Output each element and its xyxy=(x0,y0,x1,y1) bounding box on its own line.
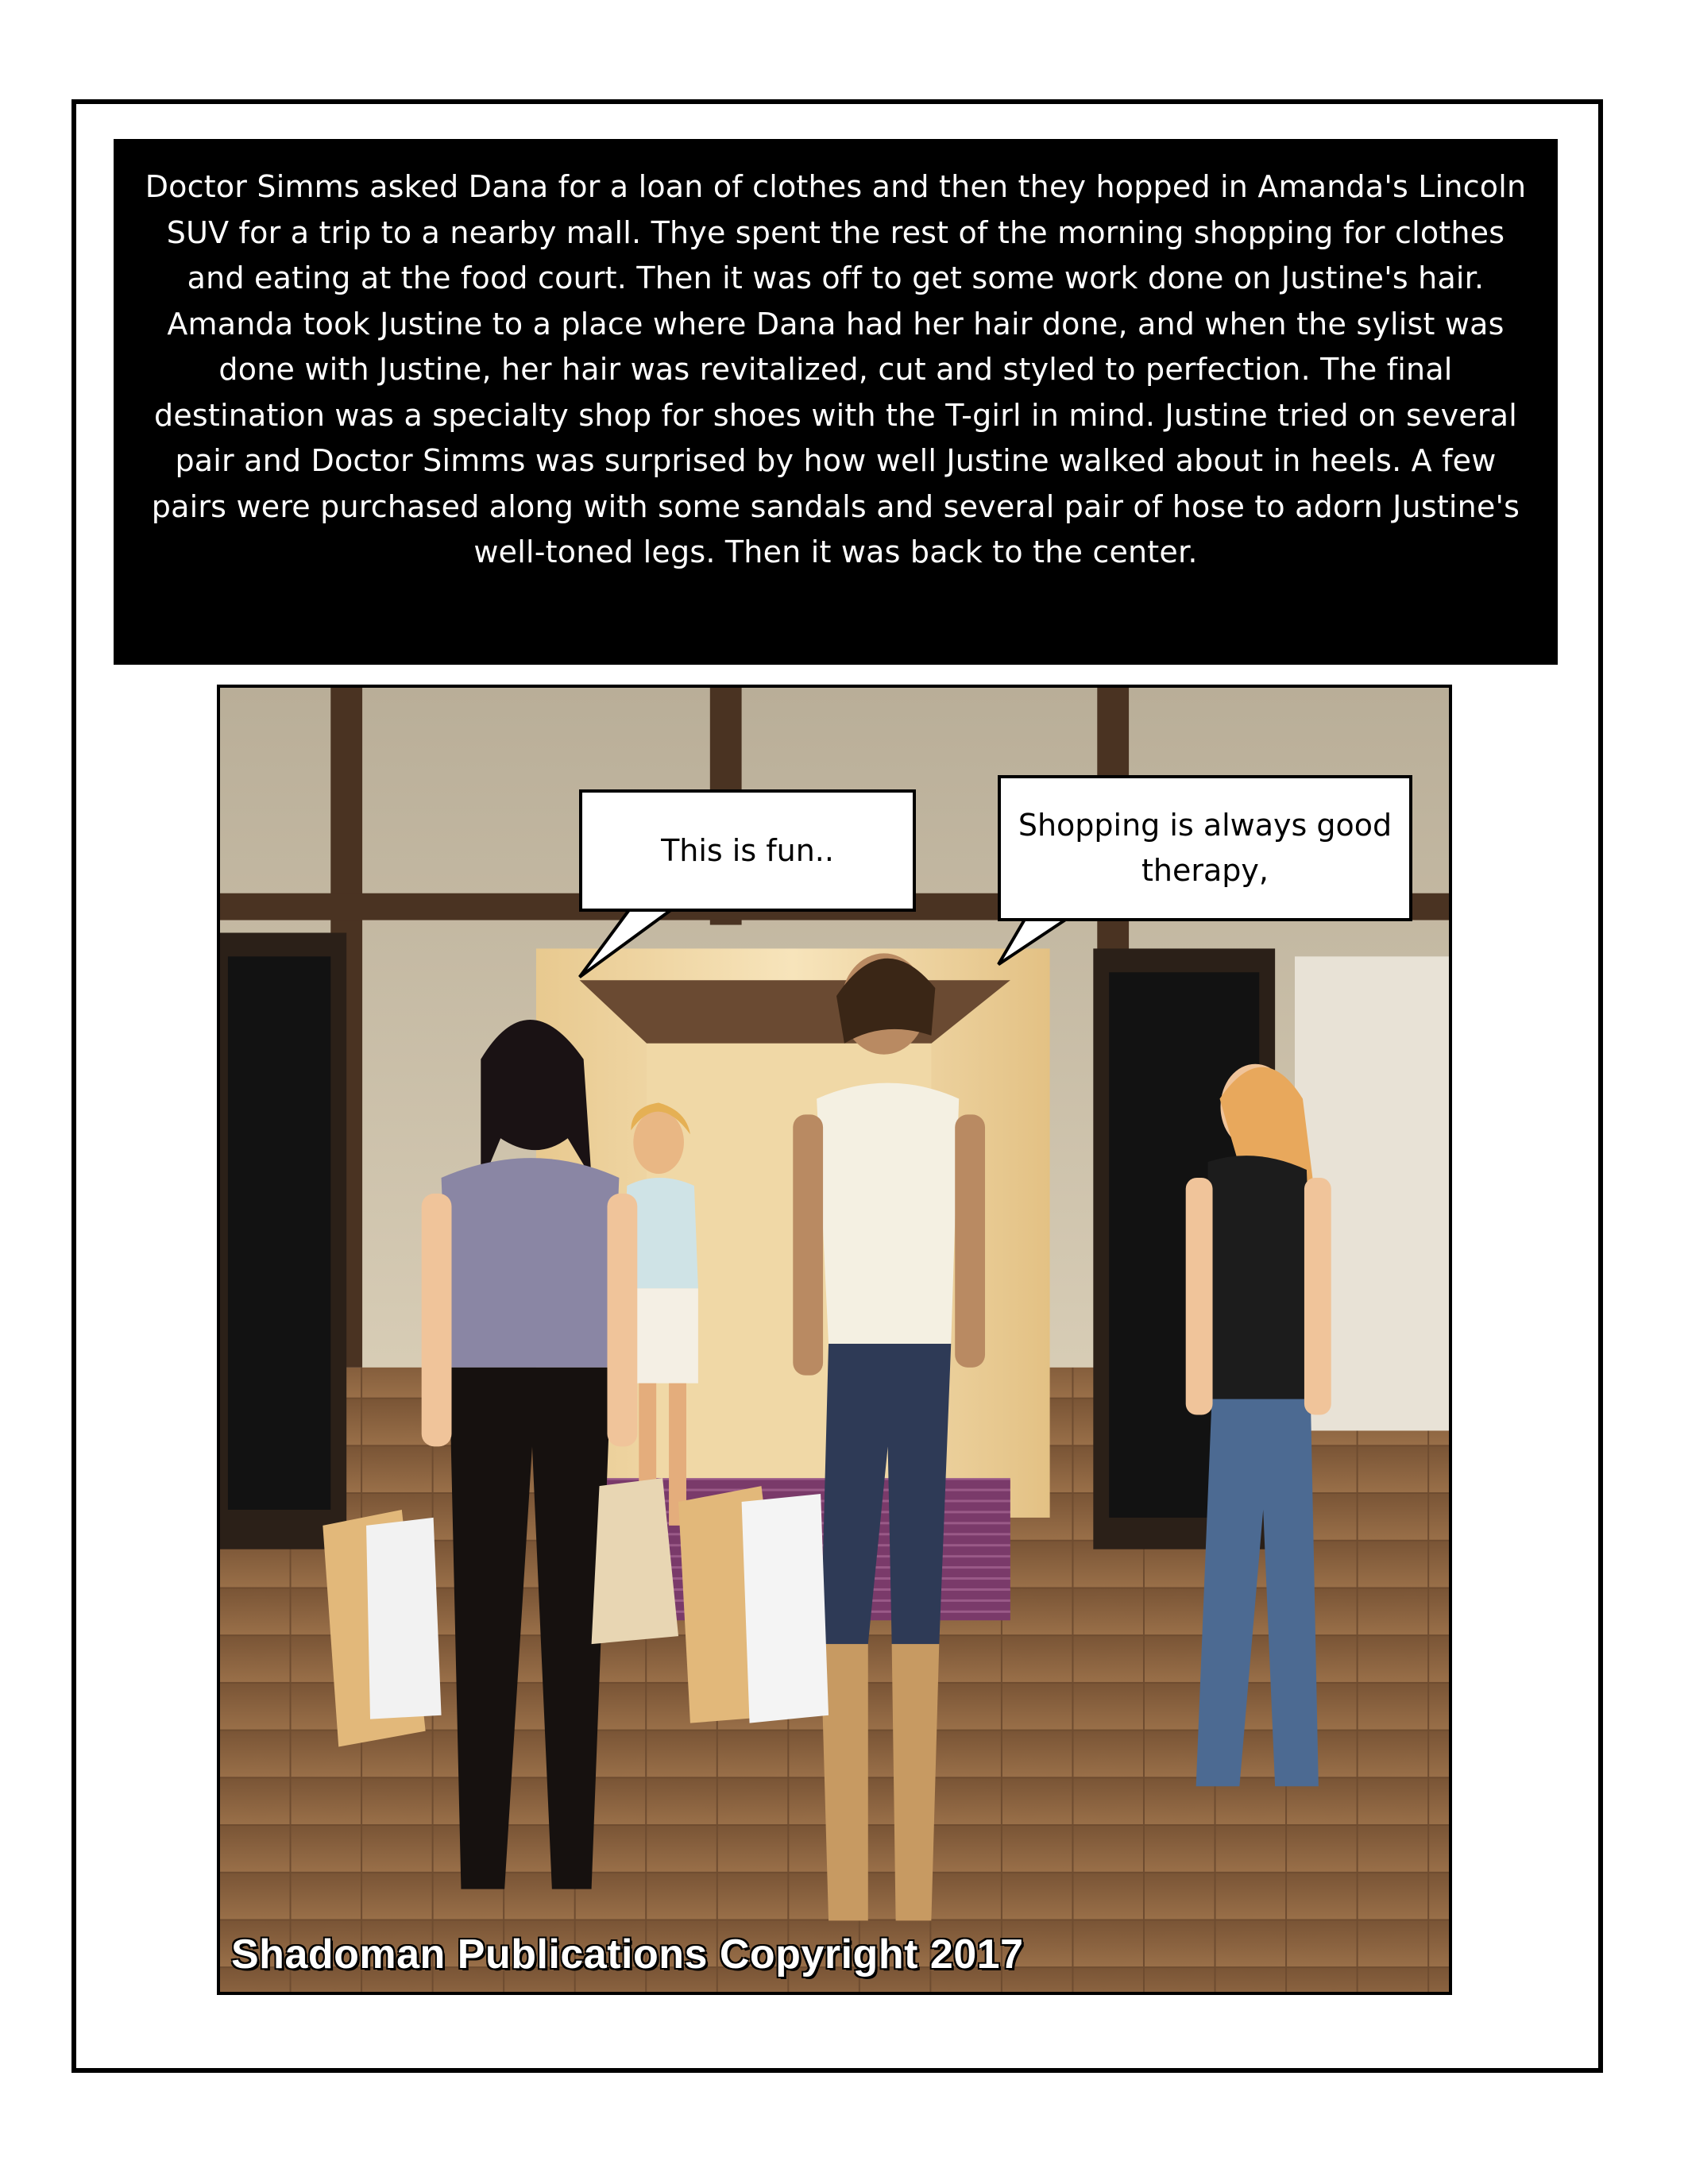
speech-bubble-right-text: Shopping is always good therapy, xyxy=(1018,808,1393,888)
copyright-notice: Shadoman Publications Copyright 2017 xyxy=(231,1931,1024,1978)
speech-bubble-left xyxy=(579,789,916,912)
narration-caption-text: Doctor Simms asked Dana for a loan of clothes and then they hopped in Amanda's Lincoln SUV for a trip to a nearby mall. Thye spent the rest of the morning shopping for clothes and eating at the food court. Then it was off to get some work done on Justine's hair. Amanda took Justine to a place where Dana had her hair done, and when the sylist was done with Justine, her hair was revitalized, cut and styled to perfection. The final destination was a specialty shop for shoes with the T-girl in mind. Justine tried on several pair and Doctor Simms was surprised by how well Justine walked about in heels. A few pairs were purchased along with some sandals and several pair of hose to adorn Justine's well-toned legs. Then it was back to the center. xyxy=(145,169,1527,569)
narration-caption-box xyxy=(114,139,1558,665)
speech-bubble-left-text: This is fun.. xyxy=(661,832,834,868)
speech-bubble-right xyxy=(998,775,1412,921)
comic-panel xyxy=(217,685,1452,1995)
